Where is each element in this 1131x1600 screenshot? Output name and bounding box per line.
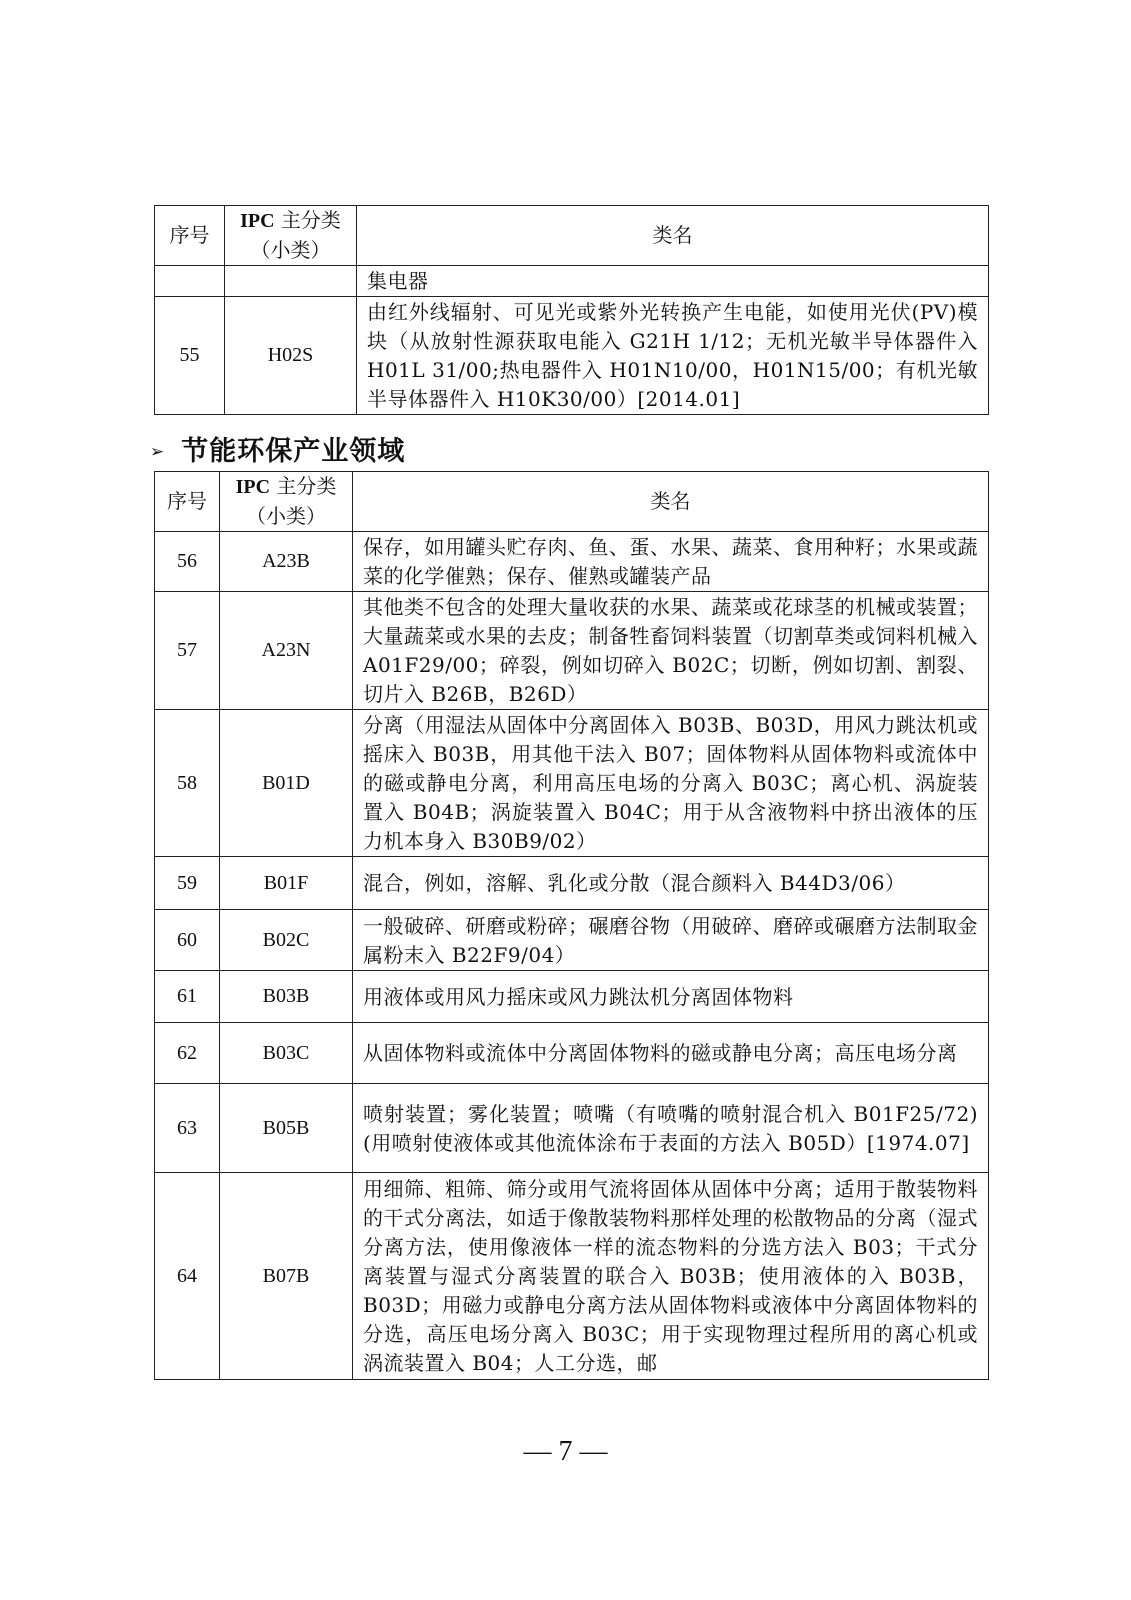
table-row (155, 1084, 989, 1173)
ipc-table-energy-environment (154, 471, 989, 1380)
header-ipc-sub: （小类） (250, 238, 331, 262)
header-index: 序号 (155, 472, 220, 532)
table-row (155, 297, 989, 415)
row-name: 由红外线辐射、可见光或紫外光转换产生电能，如使用光伏(PV)模块（从放射性源获取电能入 G21H 1/12；无机光敏半导体器件入 H01L 31/00;热电器件入 H01N10/00，H01N15/00；有机光敏半导体器件入 H10K30/00）[2014.01] (357, 297, 989, 415)
row-name: 用细筛、粗筛、筛分或用气流将固体从固体中分离；适用于散装物料的干式分离法，如适于像散装物料那样处理的松散物品的分离（湿式分离方法，使用像液体一样的流态物料的分选方法入 B03；干式分离装置与湿式分离装置的联合入 B03B；使用液体的入 B03B，B03D；用磁力或静电分离方法从固体物料或液体中分离固体物料的分选，高压电场分离入 B03C；用于实现物理过程所用的离心机或涡流装置入 B04；人工分选，邮 (353, 1173, 989, 1380)
section-title: 节能环保产业领域 (181, 436, 406, 467)
ipc-table-continued (154, 205, 989, 415)
row-code: B03B (220, 971, 353, 1023)
row-name: 分离（用湿法从固体中分离固体入 B03B、B03D，用风力跳汰机或摇床入 B03B，用其他干法入 B07；固体物料从固体物料或流体中的磁或静电分离，利用高压电场的分离入 B03C；离心机、涡旋装置入 B04B；涡旋装置入 B04C；用于从含液物料中挤出液体的压力机本身入 B30B9/02） (353, 710, 989, 857)
row-index: 60 (155, 910, 220, 971)
table-header-row (155, 472, 989, 532)
row-index: 64 (155, 1173, 220, 1380)
table-row (155, 910, 989, 971)
header-ipc-cn: 主分类 (274, 208, 341, 232)
row-index: 59 (155, 857, 220, 910)
header-ipc (225, 206, 357, 266)
table-row (155, 532, 989, 592)
row-index: 62 (155, 1023, 220, 1084)
header-ipc-en: IPC (240, 210, 275, 232)
row-code: H02S (225, 297, 357, 415)
table-row (155, 710, 989, 857)
row-name: 集电器 (357, 266, 989, 297)
row-code: A23N (220, 592, 353, 710)
row-code: A23B (220, 532, 353, 592)
row-name: 其他类不包含的处理大量收获的水果、蔬菜或花球茎的机械或装置；大量蔬菜或水果的去皮；制备牲畜饲料装置（切割草类或饲料机械入 A01F29/00；碎裂，例如切碎入 B02C；切断，例如切割、割裂、切片入 B26B，B26D） (353, 592, 989, 710)
table-row (155, 266, 989, 297)
header-ipc (220, 472, 353, 532)
row-code: B03C (220, 1023, 353, 1084)
row-index (155, 266, 225, 297)
row-index: 63 (155, 1084, 220, 1173)
row-name: 从固体物料或流体中分离固体物料的磁或静电分离；高压电场分离 (353, 1023, 989, 1084)
header-name: 类名 (357, 206, 989, 266)
header-ipc-en: IPC (235, 476, 271, 498)
row-index: 61 (155, 971, 220, 1023)
row-code: B02C (220, 910, 353, 971)
row-index: 56 (155, 532, 220, 592)
row-code: B07B (220, 1173, 353, 1380)
row-code (225, 266, 357, 297)
table-header-row (155, 206, 989, 266)
section-heading (150, 429, 405, 468)
row-name: 混合，例如，溶解、乳化或分散（混合颜料入 B44D3/06） (353, 857, 989, 910)
header-ipc-cn: 主分类 (270, 474, 337, 498)
row-code: B01F (220, 857, 353, 910)
table-row (155, 592, 989, 710)
table-row (155, 1173, 989, 1380)
row-code: B05B (220, 1084, 353, 1173)
table-row (155, 971, 989, 1023)
row-name: 一般破碎、研磨或粉碎；碾磨谷物（用破碎、磨碎或碾磨方法制取金属粉末入 B22F9/04） (353, 910, 989, 971)
header-ipc-sub: （小类） (246, 504, 326, 528)
row-name: 用液体或用风力摇床或风力跳汰机分离固体物料 (353, 971, 989, 1023)
table-row (155, 857, 989, 910)
row-name: 喷射装置；雾化装置；喷嘴（有喷嘴的喷射混合机入 B01F25/72)(用喷射使液体或其他流体涂布于表面的方法入 B05D）[1974.07] (353, 1084, 989, 1173)
row-index: 57 (155, 592, 220, 710)
header-name: 类名 (353, 472, 989, 532)
row-code: B01D (220, 710, 353, 857)
row-index: 55 (155, 297, 225, 415)
row-name: 保存，如用罐头贮存肉、鱼、蛋、水果、蔬菜、食用种籽；水果或蔬菜的化学催熟；保存、催熟或罐装产品 (353, 532, 989, 592)
header-index: 序号 (155, 206, 225, 266)
row-index: 58 (155, 710, 220, 857)
arrow-bullet-icon: ➢ (150, 442, 166, 462)
table-row (155, 1023, 989, 1084)
page-number: — 7 — (523, 1436, 608, 1467)
